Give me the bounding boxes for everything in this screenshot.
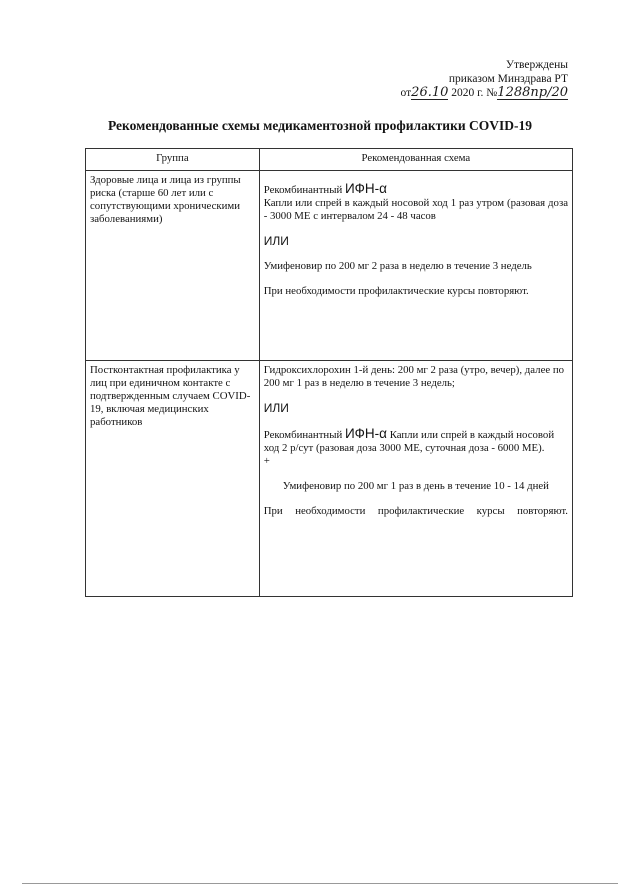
row1-note: При необходимости профилактические курсы повторяют. [263, 285, 529, 297]
row2-scheme [259, 361, 572, 597]
table-row [86, 171, 573, 361]
row1-or: ИЛИ [263, 234, 289, 248]
approval-from: от [400, 87, 412, 99]
row2-drug2-name: ИФН-α [344, 426, 387, 441]
schemes-table [85, 148, 573, 597]
header-scheme: Рекомендованная схема [259, 149, 572, 171]
header-group: Группа [86, 149, 260, 171]
row2-or: ИЛИ [263, 401, 289, 415]
row1-group: Здоровые лица и лица из группы риска (старше 60 лет или с сопутствующими хроническими заболеваниями) [86, 171, 260, 361]
row2-drug2-text: Капли или спрей в каждый носовой ход 2 р/сут (разовая доза 3000 МЕ, суточная доза - 6000 МЕ). [263, 429, 555, 454]
row2-drug2 [264, 427, 568, 455]
row1-drug1-name: ИФН-α [344, 181, 387, 196]
row2-note: При необходимости профилактические курсы повторяют. [263, 505, 568, 517]
page-bottom-rule [22, 883, 618, 884]
row1-drug1-text: Капли или спрей в каждый носовой ход 1 раз утром (разовая доза - 3000 МЕ с интервалом 24 - 48 часов [263, 197, 568, 222]
row2-group: Постконтактная профилактика у лиц при единичном контакте с подтвержденным случаем COVID-19, включая медицинских работников [86, 361, 260, 597]
row1-scheme [259, 171, 572, 361]
approval-date-line [401, 86, 568, 100]
document-title: Рекомендованные схемы медикаментозной профилактики COVID-19 [107, 118, 532, 133]
approval-block [401, 58, 568, 100]
row1-drug2-text: Умифеновир по 200 мг 2 раза в неделю в течение 3 недель [263, 260, 532, 272]
row2-drug3-text: Умифеновир по 200 мг 1 раз в день в течение 10 - 14 дней [282, 480, 549, 492]
approval-year: 2020 г. № [451, 87, 498, 99]
table-row [86, 361, 573, 597]
approval-line2: приказом Минздрава РТ [448, 73, 568, 85]
row2-plus: + [263, 455, 270, 467]
row2-drug2-prefix: Рекомбинантный [263, 429, 343, 441]
row1-drug1-prefix: Рекомбинантный [263, 184, 343, 196]
handwritten-date: 26.10 [411, 85, 449, 100]
approval-line1: Утверждены [505, 59, 568, 71]
row2-drug1-text: Гидроксихлорохин 1-й день: 200 мг 2 раза (утро, вечер), далее по 200 мг 1 раз в неделю в течение 3 недель; [263, 364, 565, 389]
table-header-row [86, 149, 573, 171]
handwritten-order-number: 1288пр/20 [497, 85, 568, 100]
row1-drug1-heading [264, 182, 568, 197]
